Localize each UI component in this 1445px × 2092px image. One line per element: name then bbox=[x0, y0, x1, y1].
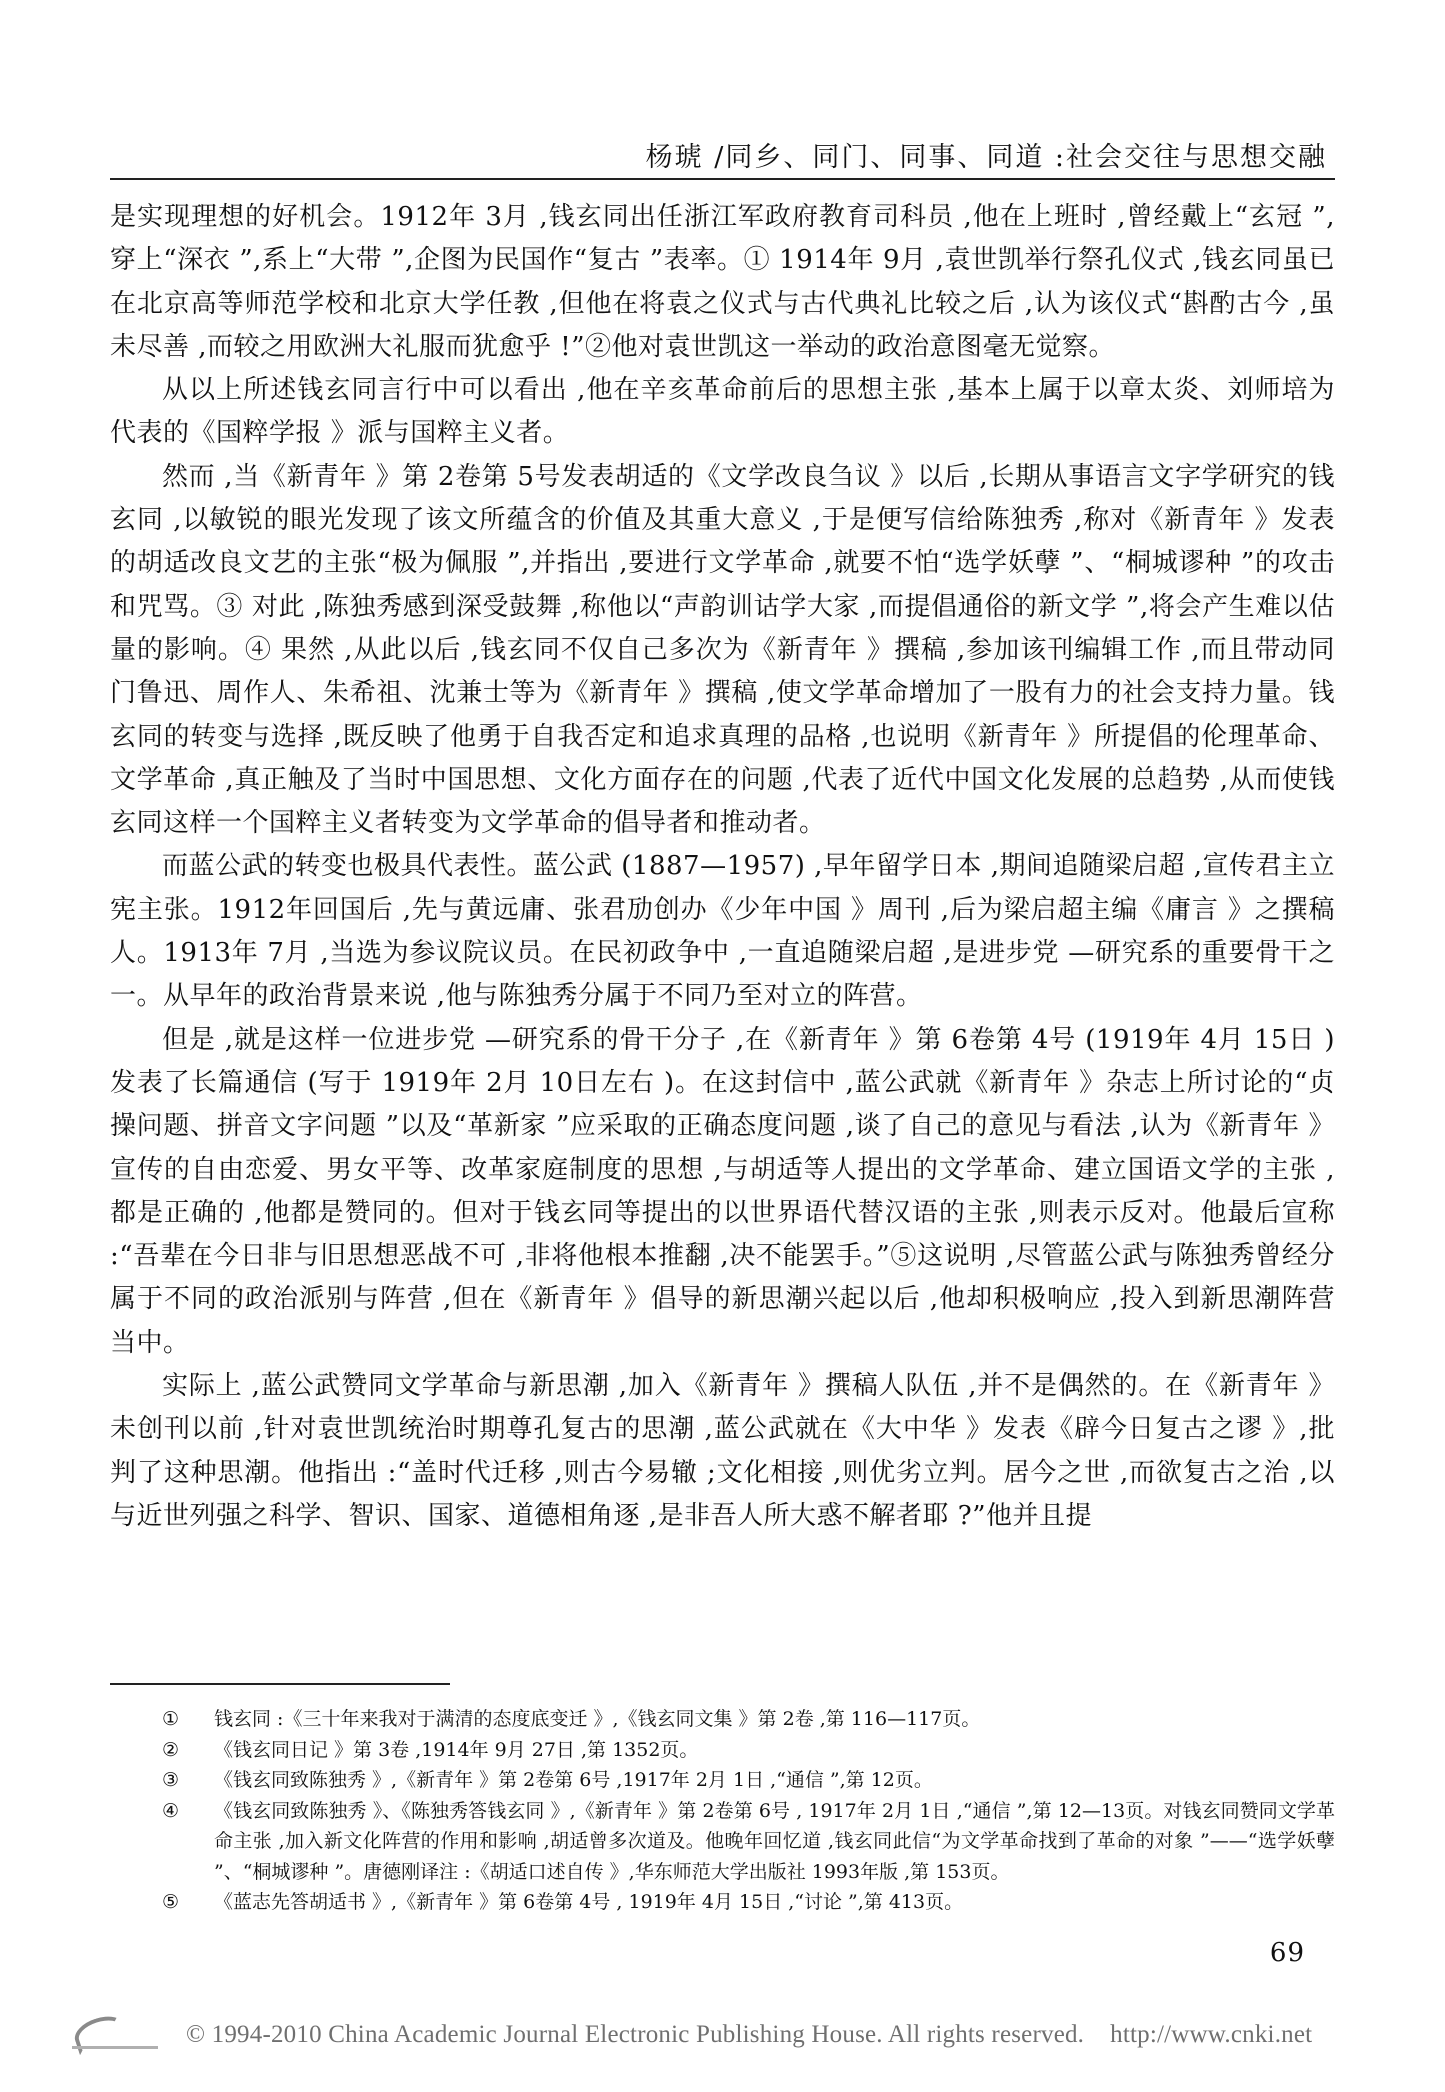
footnote-mark: ③ bbox=[162, 1769, 180, 1791]
footnote bbox=[110, 1765, 1335, 1796]
copyright-footer bbox=[70, 2010, 1380, 2060]
paragraph: 然而 ,当《新青年 》第 2卷第 5号发表胡适的《文学改良刍议 》以后 ,长期从事语言文字学研究的钱玄同 ,以敏锐的眼光发现了该文所蕴含的价值及其重大意义 ,于是便写信给陈独秀 ,称对《新青年 》发表的胡适改良文艺的主张“极为佩服 ”,并指出 ,要进行文学革命 ,就要不怕“选学妖孽 ”、“桐城谬种 ”的攻击和咒骂。③ 对此 ,陈独秀感到深受鼓舞 ,称他以“声韵训诂学大家 ,而提倡通俗的新文学 ”,将会产生难以估量的影响。④ 果然 ,从此以后 ,钱玄同不仅自己多次为《新青年 》撰稿 ,参加该刊编辑工作 ,而且带动同门鲁迅、周作人、朱希祖、沈兼士等为《新青年 》撰稿 ,使文学革命增加了一股有力的社会支持力量。钱玄同的转变与选择 ,既反映了他勇于自我否定和追求真理的品格 ,也说明《新青年 》所提倡的伦理革命、文学革命 ,真正触及了当时中国思想、文化方面存在的问题 ,代表了近代中国文化发展的总趋势 ,从而使钱玄同这样一个国粹主义者转变为文学革命的倡导者和推动者。 bbox=[110, 461, 1335, 839]
page-number: 69 bbox=[1269, 1938, 1305, 1968]
paragraph: 实际上 ,蓝公武赞同文学革命与新思潮 ,加入《新青年 》撰稿人队伍 ,并不是偶然的。在《新青年 》未创刊以前 ,针对袁世凯统治时期尊孔复古的思潮 ,蓝公武就在《大中华 》发表《辟今日复古之谬 》,批判了这种思潮。他指出 :“盖时代迁移 ,则古今易辙 ;文化相接 ,则优劣立判。居今之世 ,而欲复古之治 ,以与近世列强之科学、智识、国家、道德相角逐 ,是非吾人所大惑不解者耶 ?”他并且提 bbox=[110, 1371, 1335, 1531]
paragraph: 是实现理想的好机会。1912年 3月 ,钱玄同出任浙江军政府教育司科员 ,他在上班时 ,曾经戴上“玄冠 ”,穿上“深衣 ”,系上“大带 ”,企图为民国作“复古 ”表率。① 1914年 9月 ,袁世凯举行祭孔仪式 ,钱玄同虽已在北京高等师范学校和北京大学任教 ,但他在将袁之仪式与古代典礼比较之后 ,认为该仪式“斟酌古今 ,虽未尽善 ,而较之用欧洲大礼服而犹愈乎 !”②他对袁世凯这一举动的政治意图毫无觉察。 bbox=[110, 202, 1335, 362]
footnote-mark: ① bbox=[162, 1708, 180, 1730]
footnotes bbox=[110, 1704, 1335, 1918]
cnki-logo-icon bbox=[70, 2014, 162, 2056]
footnote-mark: ④ bbox=[162, 1799, 180, 1822]
paragraph: 而蓝公武的转变也极具代表性。蓝公武 (1887—1957) ,早年留学日本 ,期间追随梁启超 ,宣传君主立宪主张。1912年回国后 ,先与黄远庸、张君劢创办《少年中国 》周刊 ,后为梁启超主编《庸言 》之撰稿人。1913年 7月 ,当选为参议院议员。在民初政争中 ,一直追随梁启超 ,是进步党 —研究系的重要骨干之一。从早年的政治背景来说 ,他与陈独秀分属于不同乃至对立的阵营。 bbox=[110, 851, 1335, 1012]
footnote bbox=[110, 1887, 1335, 1918]
footnote-text: 《钱玄同致陈独秀 》,《新青年 》第 2卷第 6号 ,1917年 2月 1日 ,“通信 ”,第 12页。 bbox=[214, 1769, 933, 1791]
footnote-mark: ⑤ bbox=[162, 1891, 180, 1913]
cnki-url-link[interactable]: http://www.cnki.net bbox=[1110, 2021, 1313, 2048]
footnote bbox=[110, 1704, 1335, 1735]
running-header bbox=[110, 140, 1335, 176]
footnote-text: 钱玄同 :《三十年来我对于满清的态度底变迁 》,《钱玄同文集 》第 2卷 ,第 116—117页。 bbox=[214, 1708, 981, 1730]
copyright-text bbox=[186, 2021, 1312, 2049]
article-body bbox=[110, 196, 1335, 1538]
paragraph: 从以上所述钱玄同言行中可以看出 ,他在辛亥革命前后的思想主张 ,基本上属于以章太炎、刘师培为代表的《国粹学报 》派与国粹主义者。 bbox=[110, 375, 1335, 449]
footnote-text: 《蓝志先答胡适书 》,《新青年 》第 6卷第 4号 , 1919年 4月 15日 ,“讨论 ”,第 413页。 bbox=[214, 1891, 964, 1913]
footnote-text: 《钱玄同日记 》第 3卷 ,1914年 9月 27日 ,第 1352页。 bbox=[214, 1738, 699, 1761]
header-rule bbox=[110, 178, 1335, 180]
logo-line bbox=[72, 2046, 158, 2049]
footnote-mark: ② bbox=[162, 1738, 180, 1761]
paragraph: 但是 ,就是这样一位进步党 —研究系的骨干分子 ,在《新青年 》第 6卷第 4号 (1919年 4月 15日 )发表了长篇通信 (写于 1919年 2月 10日左右 )。在这封信中 ,蓝公武就《新青年 》杂志上所讨论的“贞操问题、拼音文字问题 ”以及“革新家 ”应采取的正确态度问题 ,谈了自己的意见与看法 ,认为《新青年 》宣传的自由恋爱、男女平等、改革家庭制度的思想 ,与胡适等人提出的文学革命、建立国语文学的主张 ,都是正确的 ,他都是赞同的。但对于钱玄同等提出的以世界语代替汉语的主张 ,则表示反对。他最后宣称 :“吾辈在今日非与旧思想恶战不可 ,非将他根本推翻 ,决不能罢手。”⑤这说明 ,尽管蓝公武与陈独秀曾经分属于不同的政治派别与阵营 ,但在《新青年 》倡导的新思潮兴起以后 ,他却积极响应 ,投入到新思潮阵营当中。 bbox=[110, 1024, 1335, 1358]
footnote-rule bbox=[110, 1683, 450, 1685]
footnote bbox=[110, 1735, 1335, 1766]
copyright-notice: © 1994-2010 China Academic Journal Electronic Publishing House. All rights reserved. bbox=[186, 2021, 1085, 2048]
footnote bbox=[110, 1796, 1335, 1888]
footnote-text: 《钱玄同致陈独秀 》、《陈独秀答钱玄同 》,《新青年 》第 2卷第 6号 , 1917年 2月 1日 ,“通信 ”,第 12—13页。对钱玄同赞同文学革命主张 ,加入新文化阵营的作用和影响 ,胡适曾多次道及。他晚年回忆道 ,钱玄同此信“为文学革命找到了革命的对象 ”——“选学妖孽 ”、“桐城谬种 ”。唐德刚译注 :《胡适口述自传 》,华东师范大学出版社 1993年版 ,第 153页。 bbox=[214, 1799, 1335, 1883]
running-title: 杨琥 /同乡、同门、同事、同道 :社会交往与思想交融 bbox=[645, 142, 1327, 173]
